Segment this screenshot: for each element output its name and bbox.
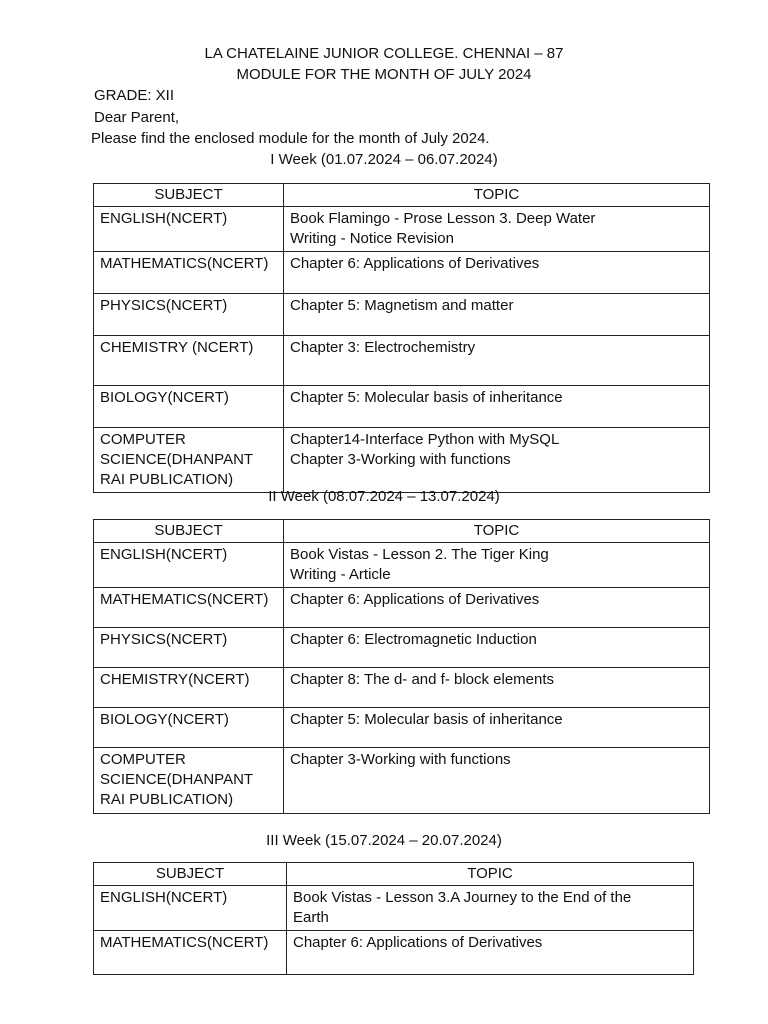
topic-cell xyxy=(284,386,710,428)
topic-line: Chapter 3: Electrochemistry xyxy=(290,339,476,356)
subject-line: CHEMISTRY(NCERT) xyxy=(100,671,250,688)
subject-cell xyxy=(94,628,284,668)
subject-cell xyxy=(94,294,284,336)
table-row xyxy=(94,252,710,294)
week-3-label: III Week (15.07.2024 – 20.07.2024) xyxy=(266,832,502,849)
subject-line: SCIENCE(DHANPANT xyxy=(100,771,254,788)
subject-line: CHEMISTRY (NCERT) xyxy=(100,339,254,356)
week-3-table xyxy=(93,862,694,975)
table-header-row xyxy=(94,184,710,207)
topic-line: Book Vistas - Lesson 3.A Journey to the End of the xyxy=(293,889,632,906)
table-row xyxy=(94,336,710,386)
table-row xyxy=(94,588,710,628)
topic-line: Book Flamingo - Prose Lesson 3. Deep Water xyxy=(290,210,596,227)
topic-cell xyxy=(287,886,694,931)
intro-text: Please find the enclosed module for the month of July 2024. xyxy=(91,130,490,147)
week-2-label: II Week (08.07.2024 – 13.07.2024) xyxy=(268,488,500,505)
college-title: LA CHATELAINE JUNIOR COLLEGE. CHENNAI – 87 xyxy=(204,45,564,62)
topic-line: Chapter 5: Molecular basis of inheritance xyxy=(290,389,563,406)
subject-line: PHYSICS(NCERT) xyxy=(100,297,228,314)
topic-cell xyxy=(284,588,710,628)
subject-cell xyxy=(94,588,284,628)
table-row xyxy=(94,386,710,428)
table-header-row xyxy=(94,863,694,886)
subject-line: COMPUTER xyxy=(100,431,186,448)
subject-line: MATHEMATICS(NCERT) xyxy=(100,255,269,272)
subject-cell xyxy=(94,543,284,588)
subject-cell xyxy=(94,708,284,748)
topic-line: Chapter 3-Working with functions xyxy=(290,451,511,468)
topic-line: Chapter 3-Working with functions xyxy=(290,751,511,768)
module-subtitle: MODULE FOR THE MONTH OF JULY 2024 xyxy=(236,66,532,83)
subject-line: COMPUTER xyxy=(100,751,186,768)
topic-line: Chapter 8: The d- and f- block elements xyxy=(290,671,555,688)
topic-cell xyxy=(287,931,694,975)
topic-line: Writing - Article xyxy=(290,566,391,583)
subject-line: ENGLISH(NCERT) xyxy=(100,889,228,906)
subject-cell xyxy=(94,931,287,975)
week-1-label: I Week (01.07.2024 – 06.07.2024) xyxy=(270,151,498,168)
table-row xyxy=(94,428,710,493)
table-row xyxy=(94,931,694,975)
topic-line: Chapter 6: Applications of Derivatives xyxy=(290,591,540,608)
week-2-table xyxy=(93,519,710,814)
week-1-table xyxy=(93,183,710,493)
topic-line: Writing - Notice Revision xyxy=(290,230,454,247)
subject-line: ENGLISH(NCERT) xyxy=(100,210,228,227)
subject-cell xyxy=(94,207,284,252)
topic-cell xyxy=(284,748,710,814)
subject-header: SUBJECT xyxy=(94,520,284,543)
table-row xyxy=(94,668,710,708)
subject-cell xyxy=(94,252,284,294)
subject-line: BIOLOGY(NCERT) xyxy=(100,711,229,728)
subject-line: MATHEMATICS(NCERT) xyxy=(100,591,269,608)
topic-line: Earth xyxy=(293,909,329,926)
table-row xyxy=(94,708,710,748)
subject-line: ENGLISH(NCERT) xyxy=(100,546,228,563)
topic-cell xyxy=(284,336,710,386)
topic-cell xyxy=(284,252,710,294)
subject-header: SUBJECT xyxy=(94,863,287,886)
topic-header: TOPIC xyxy=(284,520,710,543)
table-row xyxy=(94,886,694,931)
subject-cell xyxy=(94,336,284,386)
table-row xyxy=(94,748,710,814)
topic-line: Book Vistas - Lesson 2. The Tiger King xyxy=(290,546,549,563)
topic-line: Chapter 6: Applications of Derivatives xyxy=(293,934,543,951)
topic-line: Chapter 6: Electromagnetic Induction xyxy=(290,631,537,648)
subject-line: SCIENCE(DHANPANT xyxy=(100,451,254,468)
subject-cell xyxy=(94,886,287,931)
topic-header: TOPIC xyxy=(287,863,694,886)
grade-label: GRADE: XII xyxy=(94,87,175,104)
topic-cell xyxy=(284,708,710,748)
subject-header: SUBJECT xyxy=(94,184,284,207)
subject-cell xyxy=(94,386,284,428)
topic-cell xyxy=(284,543,710,588)
topic-cell xyxy=(284,668,710,708)
topic-cell xyxy=(284,628,710,668)
topic-header: TOPIC xyxy=(284,184,710,207)
subject-line: BIOLOGY(NCERT) xyxy=(100,389,229,406)
topic-cell xyxy=(284,207,710,252)
table-row xyxy=(94,294,710,336)
topic-line: Chapter14-Interface Python with MySQL xyxy=(290,431,560,448)
topic-line: Chapter 6: Applications of Derivatives xyxy=(290,255,540,272)
topic-line: Chapter 5: Molecular basis of inheritance xyxy=(290,711,563,728)
subject-line: RAI PUBLICATION) xyxy=(100,471,234,488)
subject-line: RAI PUBLICATION) xyxy=(100,791,234,808)
topic-cell xyxy=(284,428,710,493)
topic-line: Chapter 5: Magnetism and matter xyxy=(290,297,514,314)
subject-cell xyxy=(94,668,284,708)
table-header-row xyxy=(94,520,710,543)
table-row xyxy=(94,543,710,588)
table-row xyxy=(94,628,710,668)
salutation: Dear Parent, xyxy=(94,109,180,126)
subject-cell xyxy=(94,428,284,493)
subject-line: MATHEMATICS(NCERT) xyxy=(100,934,269,951)
subject-line: PHYSICS(NCERT) xyxy=(100,631,228,648)
topic-cell xyxy=(284,294,710,336)
subject-cell xyxy=(94,748,284,814)
table-row xyxy=(94,207,710,252)
